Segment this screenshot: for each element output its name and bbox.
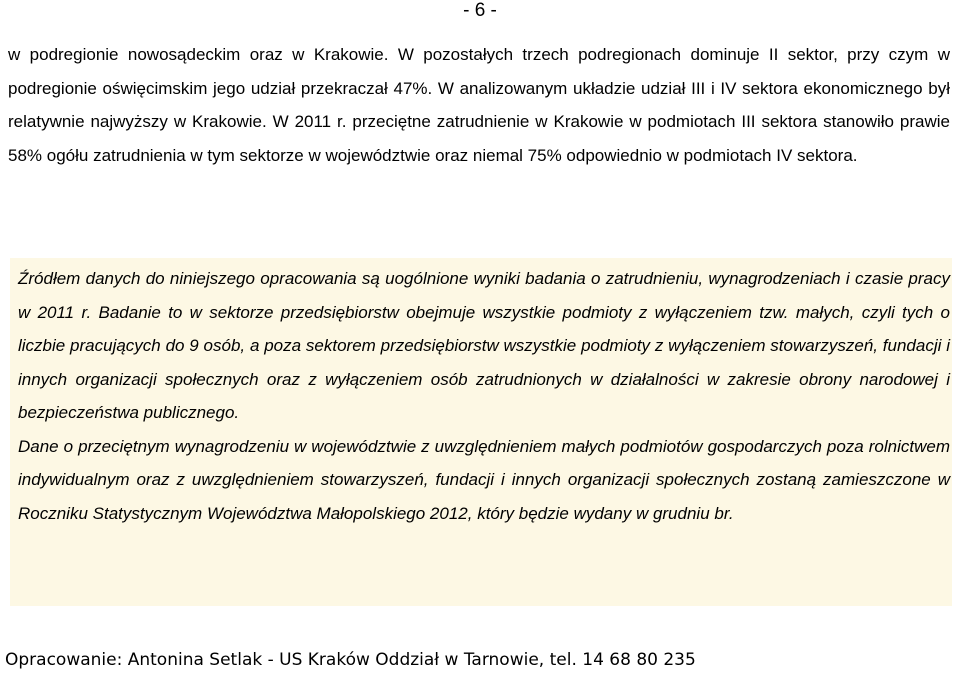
page-number: - 6 - [463, 0, 497, 21]
body-paragraph: w podregionie nowosądeckim oraz w Krakowie. W pozostałych trzech podregionach dominuje II sektor, przy czym w podregionie oświęcimskim jego udział przekraczał 47%. W analizowanym układzie udział III i IV sektora ekonomicznego był relatywnie najwyższy w Krakowie. W 2011 r. przeciętne zatrudnienie w Krakowie w podmiotach III sektora stanowiło prawie 58% ogółu zatrudnienia w tym sektorze w województwie oraz niemal 75% odpowiednio w podmiotach IV sektora. [8, 45, 950, 165]
note-paragraph-source: Źródłem danych do niniejszego opracowania są uogólnione wyniki badania o zatrudnieniu, wynagrodzeniach i czasie pracy w 2011 r. Badanie to w sektorze przedsiębiorstw obejmuje wszystkie podmioty z wyłączeniem tzw. małych, czyli tych o liczbie pracujących do 9 osób, a poza sektorem przedsiębiorstw wszystkie podmioty z wyłączeniem stowarzyszeń, fundacji i innych organizacji społecznych oraz z wyłączeniem osób zatrudnionych w działalności w zakresie obrony narodowej i bezpieczeństwa publicznego. [18, 269, 950, 422]
methodology-note-box [10, 258, 952, 606]
footer-credit: Opracowanie: Antonina Setlak - US Kraków Oddział w Tarnowie, tel. 14 68 80 235 [5, 650, 696, 670]
main-text-section [8, 38, 950, 172]
note-paragraph-wages: Dane o przeciętnym wynagrodzeniu w województwie z uwzględnieniem małych podmiotów gospodarczych poza rolnictwem indywidualnym oraz z uwzględnieniem stowarzyszeń, fundacji i innych organizacji społecznych zostaną zamieszczone w Roczniku Statystycznym Województwa Małopolskiego 2012, który będzie wydany w grudniu br. [18, 436, 950, 523]
